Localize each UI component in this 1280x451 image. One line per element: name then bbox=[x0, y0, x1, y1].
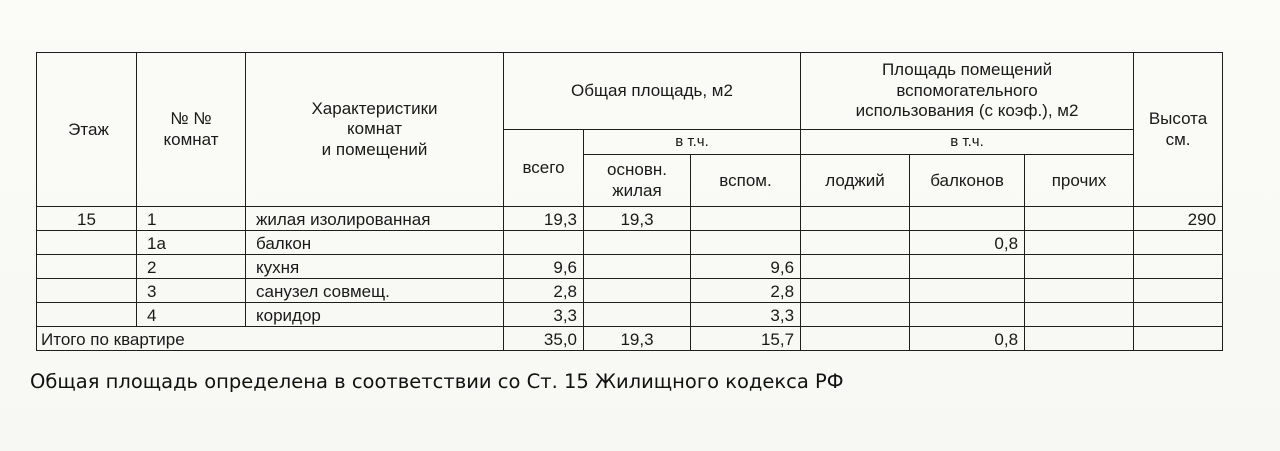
cell-room-no: 1 bbox=[137, 207, 246, 231]
table-row bbox=[37, 207, 1223, 231]
cell-aux bbox=[691, 207, 801, 231]
cell-room-no: 3 bbox=[137, 279, 246, 303]
cell-height bbox=[1134, 279, 1223, 303]
header-floor: Этаж bbox=[37, 53, 137, 207]
cell-aux bbox=[691, 231, 801, 255]
header-loggias: лоджий bbox=[801, 155, 910, 207]
cell-height bbox=[1134, 303, 1223, 327]
totals-living: 19,3 bbox=[584, 327, 691, 351]
header-height: Высота см. bbox=[1134, 53, 1223, 207]
header-total: всего bbox=[504, 130, 584, 207]
cell-total bbox=[504, 231, 584, 255]
header-characteristics: Характеристики комнат и помещений bbox=[246, 53, 504, 207]
header-aux-area: Площадь помещений вспомогательного использования (с коэф.), м2 bbox=[801, 53, 1134, 130]
cell-height bbox=[1134, 255, 1223, 279]
cell-living: 19,3 bbox=[584, 207, 691, 231]
cell-loggia bbox=[801, 255, 910, 279]
totals-other bbox=[1025, 327, 1134, 351]
footnote: Общая площадь определена в соответствии со Ст. 15 Жилищного кодекса РФ bbox=[30, 370, 844, 393]
header-room-no: № № комнат bbox=[137, 53, 246, 207]
cell-other bbox=[1025, 231, 1134, 255]
header-incl-2: в т.ч. bbox=[801, 130, 1134, 155]
cell-room-name: жилая изолированная bbox=[246, 207, 504, 231]
table-row bbox=[37, 279, 1223, 303]
cell-other bbox=[1025, 207, 1134, 231]
cell-room-no: 1а bbox=[137, 231, 246, 255]
table-row bbox=[37, 255, 1223, 279]
cell-balcony: 0,8 bbox=[910, 231, 1025, 255]
cell-other bbox=[1025, 279, 1134, 303]
cell-loggia bbox=[801, 207, 910, 231]
cell-balcony bbox=[910, 255, 1025, 279]
header-auxiliary: вспом. bbox=[691, 155, 801, 207]
cell-aux: 9,6 bbox=[691, 255, 801, 279]
cell-room-name: санузел совмещ. bbox=[246, 279, 504, 303]
cell-loggia bbox=[801, 279, 910, 303]
header-balconies: балконов bbox=[910, 155, 1025, 207]
cell-aux: 2,8 bbox=[691, 279, 801, 303]
totals-row bbox=[37, 327, 1223, 351]
totals-label: Итого по квартире bbox=[37, 327, 504, 351]
cell-loggia bbox=[801, 231, 910, 255]
cell-total: 2,8 bbox=[504, 279, 584, 303]
cell-room-name: коридор bbox=[246, 303, 504, 327]
cell-other bbox=[1025, 255, 1134, 279]
header-incl-1: в т.ч. bbox=[584, 130, 801, 155]
totals-balcony: 0,8 bbox=[910, 327, 1025, 351]
cell-total: 9,6 bbox=[504, 255, 584, 279]
cell-room-no: 2 bbox=[137, 255, 246, 279]
cell-living bbox=[584, 255, 691, 279]
cell-room-name: кухня bbox=[246, 255, 504, 279]
header-row-1 bbox=[37, 53, 1223, 130]
cell-height: 290 bbox=[1134, 207, 1223, 231]
cell-living bbox=[584, 279, 691, 303]
totals-loggia bbox=[801, 327, 910, 351]
cell-balcony bbox=[910, 279, 1025, 303]
cell-floor bbox=[37, 255, 137, 279]
cell-other bbox=[1025, 303, 1134, 327]
cell-floor: 15 bbox=[37, 207, 137, 231]
cell-floor bbox=[37, 231, 137, 255]
cell-balcony bbox=[910, 303, 1025, 327]
cell-balcony bbox=[910, 207, 1025, 231]
header-total-area: Общая площадь, м2 bbox=[504, 53, 801, 130]
cell-height bbox=[1134, 231, 1223, 255]
cell-floor bbox=[37, 279, 137, 303]
table-row bbox=[37, 303, 1223, 327]
cell-floor bbox=[37, 303, 137, 327]
cell-loggia bbox=[801, 303, 910, 327]
cell-room-name: балкон bbox=[246, 231, 504, 255]
cell-living bbox=[584, 231, 691, 255]
header-other: прочих bbox=[1025, 155, 1134, 207]
cell-total: 3,3 bbox=[504, 303, 584, 327]
area-table bbox=[36, 52, 1223, 351]
totals-aux: 15,7 bbox=[691, 327, 801, 351]
cell-total: 19,3 bbox=[504, 207, 584, 231]
totals-total: 35,0 bbox=[504, 327, 584, 351]
header-living: основн. жилая bbox=[584, 155, 691, 207]
totals-height bbox=[1134, 327, 1223, 351]
cell-living bbox=[584, 303, 691, 327]
table-row bbox=[37, 231, 1223, 255]
cell-room-no: 4 bbox=[137, 303, 246, 327]
cell-aux: 3,3 bbox=[691, 303, 801, 327]
